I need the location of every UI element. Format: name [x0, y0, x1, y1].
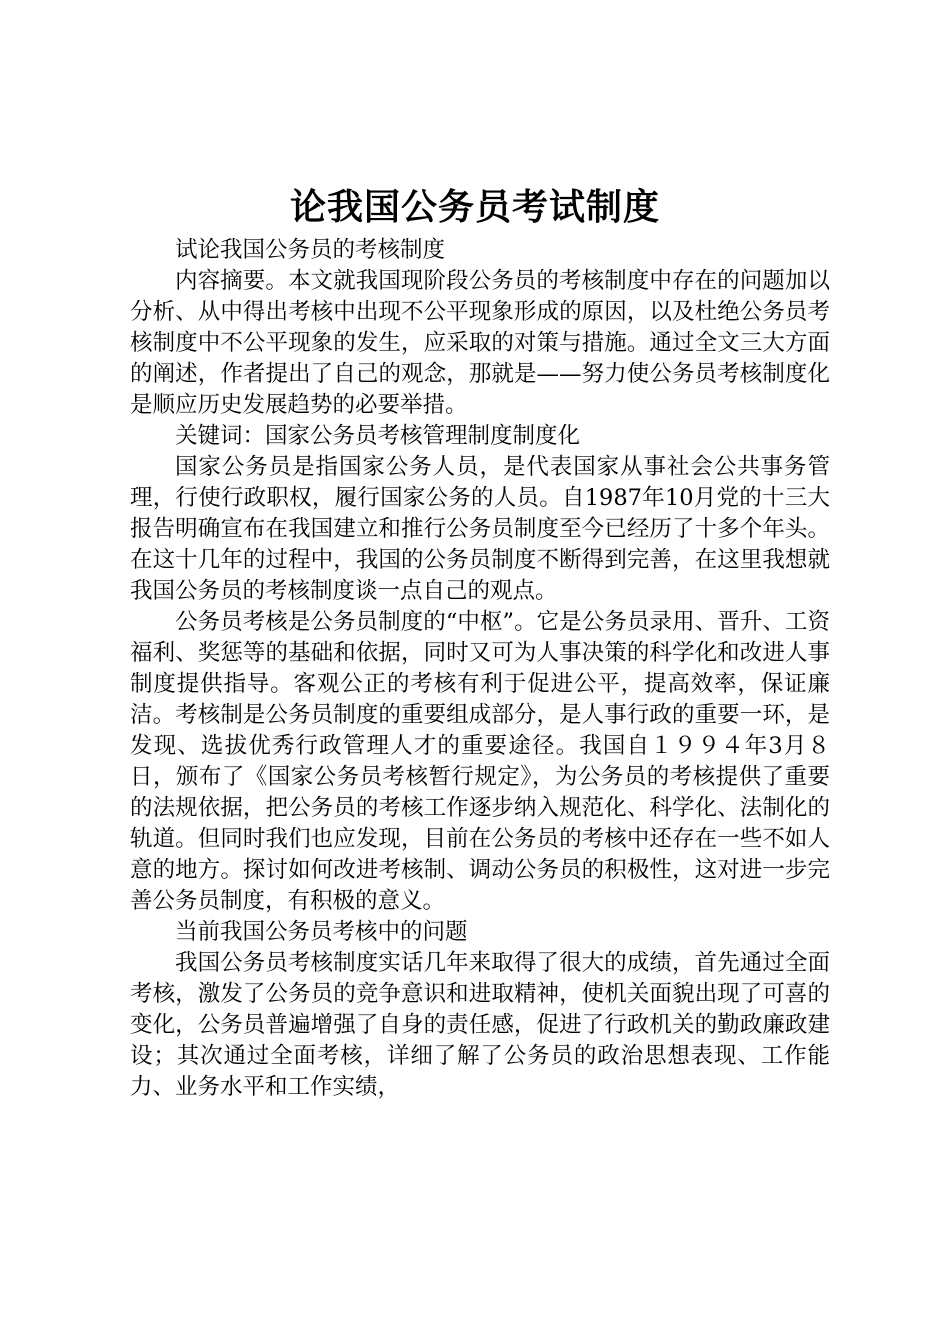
paragraph-keywords: 关键词：国家公务员考核管理制度制度化	[175, 423, 581, 449]
paragraph-subtitle: 试论我国公务员的考核制度	[175, 237, 446, 263]
paragraph-assessment: 公务员考核是公务员制度的“中枢”。它是公务员录用、晋升、工资福利、奖惩等的基础和依据，同时又可为人事决策的科学化和改进人事制度提供指导。客观公正的考核有利于促进公平，提高效率，保证廉洁。考核制是公务员制度的重要组成部分，是人事行政的重要一环，是发现、选拔优秀行政管理人才的重要途径。我国自１９９４年3月８日，颁布了《国家公务员考核暂行规定》，为公务员的考核提供了重要的法规依据，把公务员的考核工作逐步纳入规范化、科学化、法制化的轨道。但同时我们也应发现，目前在公务员的考核中还存在一些不如人意的地方。探讨如何改进考核制、调动公务员的积极性，这对进一步完善公务员制度，有积极的意义。	[130, 609, 830, 914]
paragraph-intro: 国家公务员是指国家公务人员，是代表国家从事社会公共事务管理，行使行政职权，履行国家公务的人员。自1987年10月党的十三大报告明确宣布在我国建立和推行公务员制度至今已经历了十多个年头。在这十几年的过程中，我国的公务员制度不断得到完善，在这里我想就我国公务员的考核制度谈一点自己的观点。	[130, 454, 830, 604]
paragraph-abstract: 内容摘要。本文就我国现阶段公务员的考核制度中存在的问题加以分析、从中得出考核中出现不公平现象形成的原因，以及杜绝公务员考核制度中不公平现象的发生，应采取的对策与措施。通过全文三大方面的阐述，作者提出了自己的观念，那就是——努力使公务员考核制度化是顺应历史发展趋势的必要举措。	[130, 268, 830, 418]
document-title: 论我国公务员考试制度	[289, 187, 660, 228]
section-heading: 当前我国公务员考核中的问题	[175, 919, 468, 945]
document-body	[130, 235, 830, 1103]
paragraph-achievements: 我国公务员考核制度实话几年来取得了很大的成绩，首先通过全面考核，激发了公务员的竞争意识和进取精神，使机关面貌出现了可喜的变化，公务员普遍增强了自身的责任感，促进了行政机关的勤政廉政建设；其次通过全面考核，详细了解了公务员的政治思想表现、工作能力、业务水平和工作实绩，	[130, 950, 830, 1100]
